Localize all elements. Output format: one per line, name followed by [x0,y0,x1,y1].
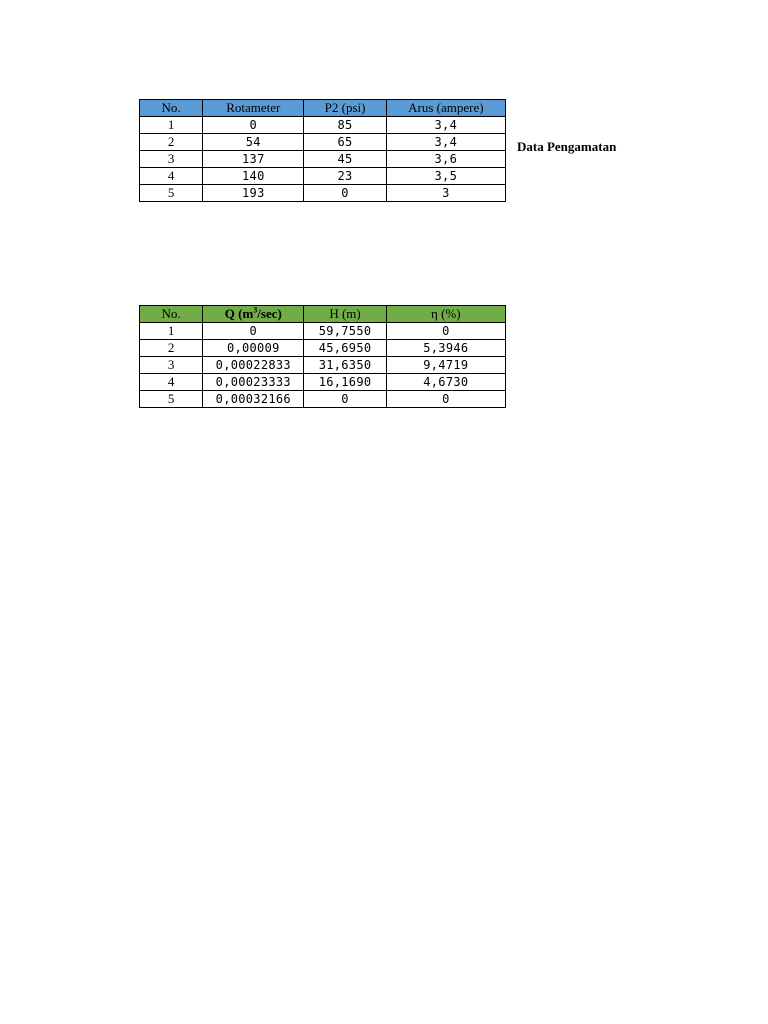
cell: 3 [140,151,203,168]
cell: 0,00009 [203,340,304,357]
table-row [140,340,506,357]
header-efficiency: η (%) [386,306,505,323]
cell: 45 [304,151,386,168]
table-row [140,134,506,151]
cell: 0 [386,391,505,408]
table-row [140,391,506,408]
cell: 9,4719 [386,357,505,374]
cell: 0 [203,323,304,340]
cell: 0 [203,117,304,134]
table-row [140,323,506,340]
cell: 0,00032166 [203,391,304,408]
cell: 3 [140,357,203,374]
cell: 3,4 [386,117,505,134]
results-table [139,305,506,408]
header-head: H (m) [304,306,386,323]
cell: 2 [140,134,203,151]
cell: 1 [140,323,203,340]
table-header-row [140,306,506,323]
cell: 0,00022833 [203,357,304,374]
header-flow-rate-suffix: /sec) [257,306,282,321]
table-row [140,357,506,374]
cell: 3,4 [386,134,505,151]
header-p2: P2 (psi) [304,100,386,117]
cell: 45,6950 [304,340,386,357]
observation-table [139,99,506,202]
table-row [140,117,506,134]
cell: 85 [304,117,386,134]
cell: 23 [304,168,386,185]
header-arus: Arus (ampere) [386,100,505,117]
cell: 0,00023333 [203,374,304,391]
cell: 3,6 [386,151,505,168]
cell: 65 [304,134,386,151]
header-flow-rate-sup: 3 [253,305,258,315]
cell: 0 [304,391,386,408]
cell: 140 [203,168,304,185]
table-header-row [140,100,506,117]
cell: 3 [386,185,505,202]
cell: 5 [140,391,203,408]
cell: 4,6730 [386,374,505,391]
table-row [140,168,506,185]
cell: 5 [140,185,203,202]
cell: 137 [203,151,304,168]
header-rotameter: Rotameter [203,100,304,117]
cell: 2 [140,340,203,357]
header-flow-rate-prefix: Q (m [224,306,254,321]
header-flow-rate [203,306,304,323]
cell: 1 [140,117,203,134]
table-row [140,374,506,391]
cell: 16,1690 [304,374,386,391]
cell: 59,7550 [304,323,386,340]
table-row [140,185,506,202]
cell: 4 [140,374,203,391]
table-row [140,151,506,168]
cell: 0 [304,185,386,202]
cell: 3,5 [386,168,505,185]
cell: 4 [140,168,203,185]
cell: 31,6350 [304,357,386,374]
observation-data-label: Data Pengamatan [517,139,617,154]
cell: 5,3946 [386,340,505,357]
cell: 0 [386,323,505,340]
header-no: No. [140,100,203,117]
header-no: No. [140,306,203,323]
cell: 193 [203,185,304,202]
cell: 54 [203,134,304,151]
